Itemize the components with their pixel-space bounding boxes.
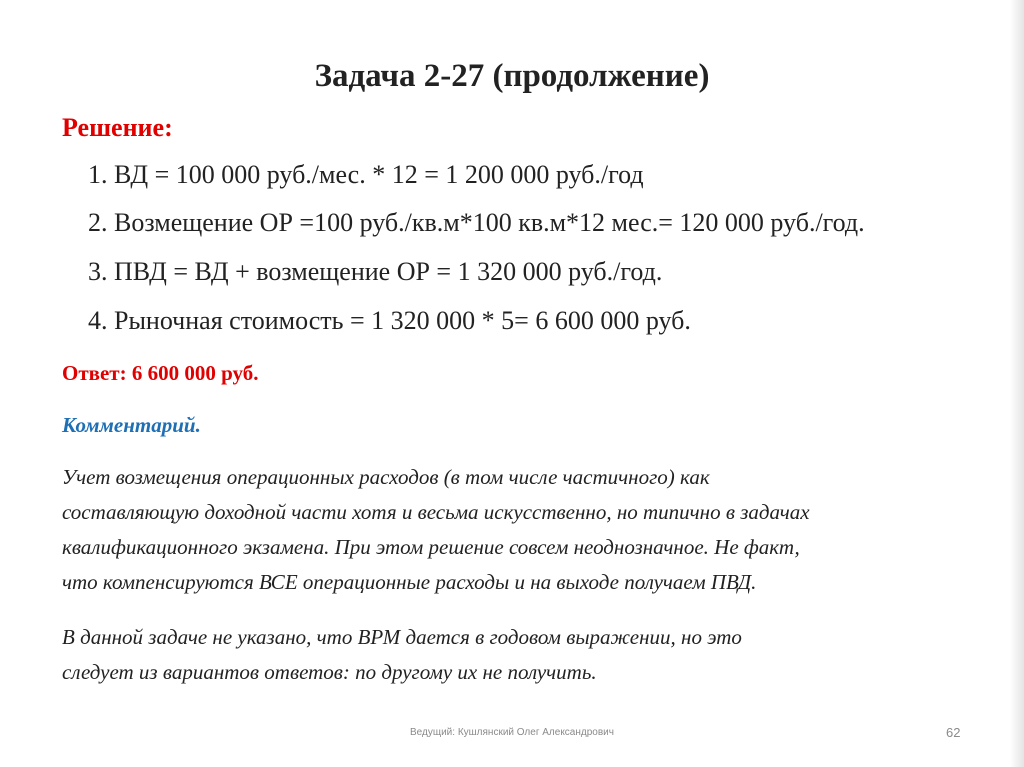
footer-presenter: Ведущий: Кушлянский Олег Александрович <box>410 727 614 738</box>
answer-text: Ответ: 6 600 000 руб. <box>62 361 259 385</box>
comment-label: Комментарий. <box>62 413 201 437</box>
comment-paragraph-2 <box>62 620 992 690</box>
comment-paragraph-1-line: что компенсируются ВСЕ операционные расходы и на выходе получаем ПВД. <box>62 570 757 594</box>
comment-paragraph-1-line: Учет возмещения операционных расходов (в том числе частичного) как <box>62 465 710 489</box>
solution-step-2: 2. Возмещение ОР =100 руб./кв.м*100 кв.м*12 мес.= 120 000 руб./год. <box>88 208 865 237</box>
comment-paragraph-2-line: В данной задаче не указано, что ВРМ дается в годовом выражении, но это <box>62 625 742 649</box>
comment-paragraph-1 <box>62 460 992 600</box>
solution-step-4: 4. Рыночная стоимость = 1 320 000 * 5= 6 600 000 руб. <box>88 306 691 335</box>
slide-edge-shadow <box>1010 0 1024 767</box>
comment-paragraph-1-line: квалификационного экзамена. При этом решение совсем неоднозначное. Не факт, <box>62 535 800 559</box>
slide-title: Задача 2-27 (продолжение) <box>314 58 710 94</box>
solution-step-3: 3. ПВД = ВД + возмещение ОР = 1 320 000 руб./год. <box>88 257 663 286</box>
comment-paragraph-2-line: следует из вариантов ответов: по другому их не получить. <box>62 660 597 684</box>
solution-step-1: 1. ВД = 100 000 руб./мес. * 12 = 1 200 000 руб./год <box>88 160 644 189</box>
page-number: 62 <box>946 725 961 740</box>
solution-label: Решение: <box>62 113 173 142</box>
comment-paragraph-1-line: составляющую доходной части хотя и весьма искусственно, но типично в задачах <box>62 500 810 524</box>
